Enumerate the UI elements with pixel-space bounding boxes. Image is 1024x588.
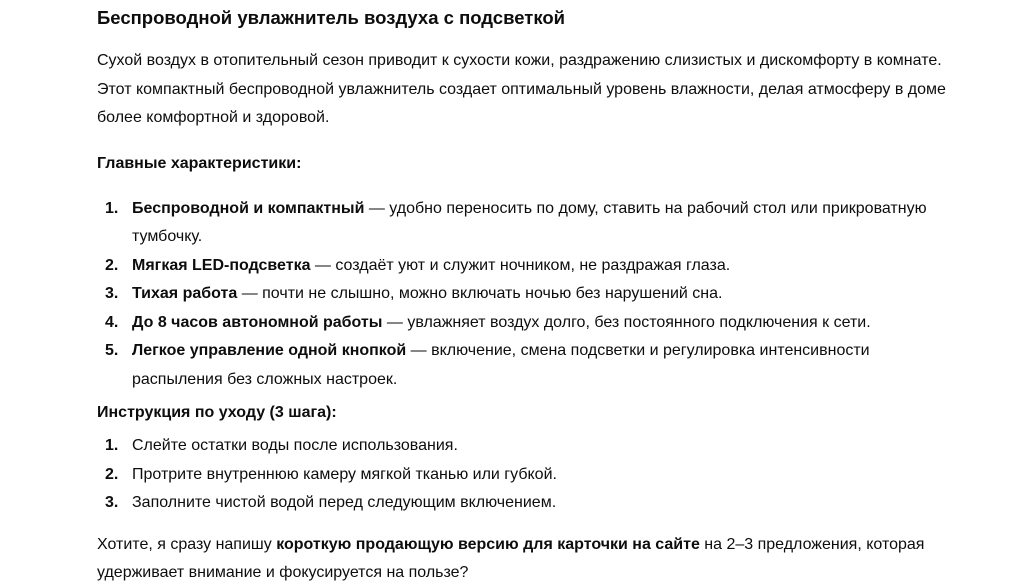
features-list xyxy=(97,195,957,395)
feature-item xyxy=(97,252,957,281)
document-body xyxy=(97,0,957,588)
feature-item xyxy=(97,337,957,394)
list-number: 3. xyxy=(105,285,119,302)
feature-item xyxy=(97,309,957,338)
outro-text-before: Хотите, я сразу напишу xyxy=(97,535,277,553)
care-step-text: Слейте остатки воды после использования. xyxy=(132,437,458,454)
feature-name: До 8 часов автономной работы xyxy=(132,313,383,331)
intro-paragraph: Сухой воздух в отопительный сезон приводит к сухости кожи, раздражению слизистых и дискомфорту в комнате. Этот компактный беспроводной увлажнитель создает оптимальный уровень влажности, делая атмосферу в доме более комфортной и здоровой. xyxy=(97,52,946,126)
document-title: Беспроводной увлажнитель воздуха с подсветкой xyxy=(97,7,566,28)
care-step-text: Заполните чистой водой перед следующим включением. xyxy=(132,494,557,511)
feature-description: — включение, смена подсветки и регулировка интенсивности распыления без сложных настроек. xyxy=(132,342,870,388)
feature-description: — почти не слышно, можно включать ночью без нарушений сна. xyxy=(237,285,723,302)
list-number: 3. xyxy=(105,494,119,511)
feature-description: — создаёт уют и служит ночником, не раздражая глаза. xyxy=(310,256,731,274)
features-heading: Главные характеристики: xyxy=(97,154,302,172)
list-number: 2. xyxy=(105,465,119,483)
feature-name: Мягкая LED-подсветка xyxy=(132,256,311,274)
feature-description: — увлажняет воздух долго, без постоянного подключения к сети. xyxy=(382,313,871,331)
feature-item xyxy=(97,280,957,309)
outro-text-after: на 2–3 предложения, которая удерживает внимание и фокусируется на пользе? xyxy=(97,535,925,581)
list-number: 5. xyxy=(105,342,119,359)
care-heading: Инструкция по уходу (3 шага): xyxy=(97,404,337,421)
care-step xyxy=(97,489,957,518)
feature-description: — удобно переносить по дому, ставить на рабочий стол или прикроватную тумбочку. xyxy=(132,199,927,245)
care-step-text: Протрите внутреннюю камеру мягкой тканью или губкой. xyxy=(132,465,557,483)
list-number: 1. xyxy=(105,199,119,217)
list-number: 4. xyxy=(105,313,119,331)
list-number: 2. xyxy=(105,256,119,274)
care-step xyxy=(97,432,957,461)
outro-paragraph xyxy=(97,531,957,588)
outro-emphasis: короткую продающую версию для карточки на сайте xyxy=(276,535,700,553)
feature-name: Тихая работа xyxy=(132,285,238,302)
feature-name: Беспроводной и компактный xyxy=(132,199,365,217)
care-step xyxy=(97,461,957,490)
feature-name: Легкое управление одной кнопкой xyxy=(132,342,407,359)
care-steps-list xyxy=(97,432,957,518)
list-number: 1. xyxy=(105,437,119,454)
feature-item xyxy=(97,195,957,252)
